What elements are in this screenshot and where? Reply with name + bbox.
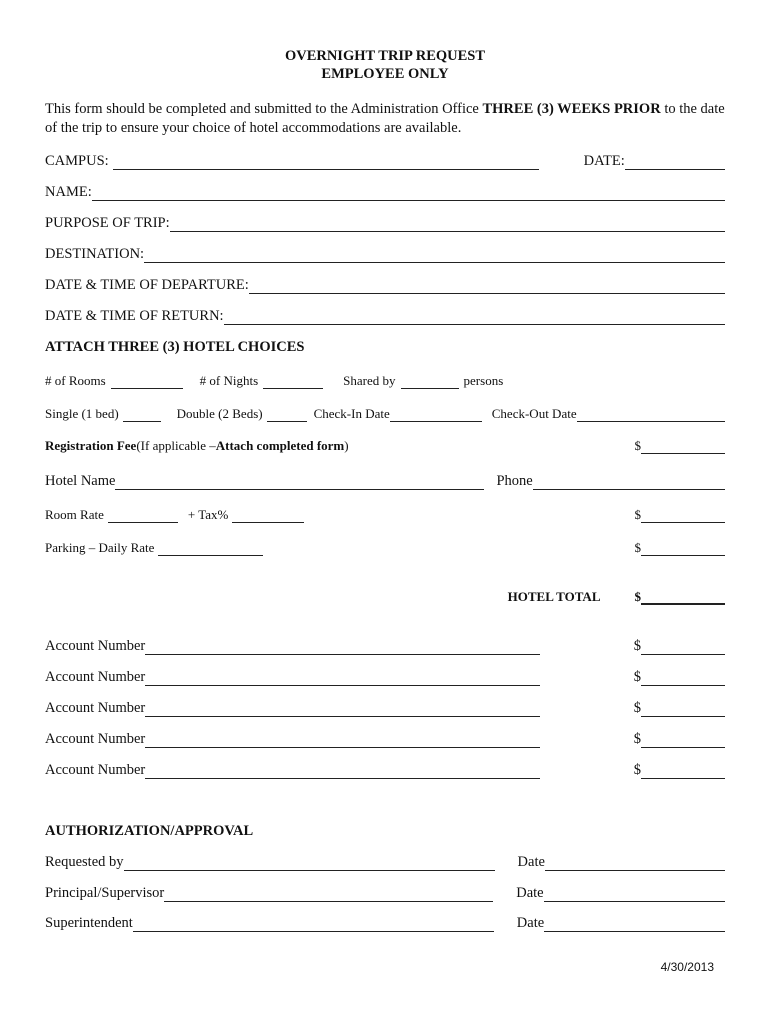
form-title: OVERNIGHT TRIP REQUEST [284,48,486,64]
phone-label: Phone [496,473,533,489]
superintendent-row [45,915,725,932]
intro-emphasis: THREE (3) WEEKS PRIOR [482,101,661,117]
registration-paren-open: (If applicable – [136,438,216,453]
check-out-label: Check-Out Date [491,406,577,421]
single-field[interactable] [123,410,161,422]
principal-row [45,885,725,902]
requested-by-row [45,854,725,871]
parking-total-field[interactable] [641,544,725,556]
account-row [45,731,725,748]
account-row [45,700,725,717]
dollar-sign: $ [634,438,641,453]
account-label: Account Number [45,638,146,654]
superintendent-label: Superintendent [45,915,133,931]
hotel-heading: ATTACH THREE (3) HOTEL CHOICES [45,339,305,355]
departure-field[interactable] [249,279,725,294]
hotel-name-row [45,473,725,490]
bed-row [45,406,725,422]
shared-by-field[interactable] [401,377,459,389]
room-rate-label: Room Rate [45,507,104,522]
date-label: Date [517,854,545,870]
account-amount-field[interactable] [641,640,725,655]
parking-label: Parking – Daily Rate [45,540,155,555]
dollar-sign: $ [633,731,641,747]
account-amount-field[interactable] [641,733,725,748]
date-label: Date [516,885,544,901]
hotel-total-field[interactable] [641,592,725,605]
departure-label: DATE & TIME OF DEPARTURE: [45,277,249,293]
account-field[interactable] [145,640,540,655]
nights-label: # of Nights [199,373,259,388]
tax-field[interactable] [232,511,304,523]
account-label: Account Number [45,700,146,716]
purpose-field[interactable] [170,217,725,232]
account-row [45,762,725,779]
hotel-name-field[interactable] [115,475,484,490]
nights-field[interactable] [263,377,323,389]
name-row [45,184,725,201]
account-amount-field[interactable] [641,671,725,686]
account-field[interactable] [145,671,540,686]
account-field[interactable] [145,702,540,717]
hotel-total-row [45,589,725,605]
account-field[interactable] [145,733,540,748]
campus-row [45,153,725,170]
intro-paragraph [45,100,725,138]
check-in-label: Check-In Date [313,406,390,421]
requested-by-date-field[interactable] [545,856,725,871]
parking-row [45,540,725,556]
tax-label: + Tax% [187,507,229,522]
hotel-total-label: HOTEL TOTAL [507,589,601,604]
room-rate-row [45,507,725,523]
form-subtitle: EMPLOYEE ONLY [321,66,449,82]
date-field[interactable] [625,155,725,170]
principal-date-field[interactable] [544,887,725,902]
check-in-field[interactable] [390,410,482,422]
principal-label: Principal/Supervisor [45,885,165,901]
campus-label: CAMPUS: [45,153,109,169]
shared-by-label: Shared by [343,373,396,388]
account-label: Account Number [45,762,146,778]
superintendent-field[interactable] [133,917,494,932]
campus-field[interactable] [113,155,539,170]
registration-row [45,438,725,454]
superintendent-date-field[interactable] [544,917,725,932]
return-row [45,308,725,325]
dollar-sign: $ [634,589,641,604]
registration-fee-field[interactable] [641,442,725,454]
date-label: DATE: [583,153,625,169]
dollar-sign: $ [633,669,641,685]
requested-by-field[interactable] [124,856,495,871]
date-label: Date [516,915,545,931]
dollar-sign: $ [634,507,641,522]
intro-text-before: This form should be completed and submitted to the Administration Office [45,101,483,117]
hotel-name-label: Hotel Name [45,473,116,489]
purpose-row [45,215,725,232]
persons-label: persons [463,373,504,388]
phone-field[interactable] [533,475,725,490]
dollar-sign: $ [633,700,641,716]
account-field[interactable] [145,764,540,779]
intro-text-after: to the date of the trip to ensure your choice of hotel accommodations are available. [45,101,725,136]
room-rate-field[interactable] [108,511,178,523]
dollar-sign: $ [633,762,641,778]
dollar-sign: $ [634,540,641,555]
check-out-field[interactable] [577,410,725,422]
rooms-row [45,373,725,389]
authorization-heading: AUTHORIZATION/APPROVAL [45,823,254,839]
room-rate-total-field[interactable] [641,511,725,523]
name-field[interactable] [92,186,725,201]
purpose-label: PURPOSE OF TRIP: [45,215,170,231]
destination-field[interactable] [144,248,725,263]
account-amount-field[interactable] [641,764,725,779]
rooms-field[interactable] [111,377,183,389]
account-label: Account Number [45,669,146,685]
destination-row [45,246,725,263]
rooms-label: # of Rooms [45,373,106,388]
account-row [45,669,725,686]
account-amount-field[interactable] [641,702,725,717]
registration-paren-close: ) [344,438,349,453]
revision-date: 4/30/2013 [660,960,714,974]
double-field[interactable] [267,410,307,422]
departure-row [45,277,725,294]
name-label: NAME: [45,184,92,200]
account-row [45,638,725,655]
return-label: DATE & TIME OF RETURN: [45,308,224,324]
principal-field[interactable] [164,887,493,902]
requested-by-label: Requested by [45,854,124,870]
registration-attach-note: Attach completed form [215,438,345,453]
dollar-sign: $ [633,638,641,654]
registration-fee-label: Registration Fee [45,438,137,453]
account-label: Account Number [45,731,146,747]
return-field[interactable] [224,310,725,325]
destination-label: DESTINATION: [45,246,145,262]
single-label: Single (1 bed) [45,406,119,421]
double-label: Double (2 Beds) [176,406,263,421]
parking-field[interactable] [158,544,263,556]
